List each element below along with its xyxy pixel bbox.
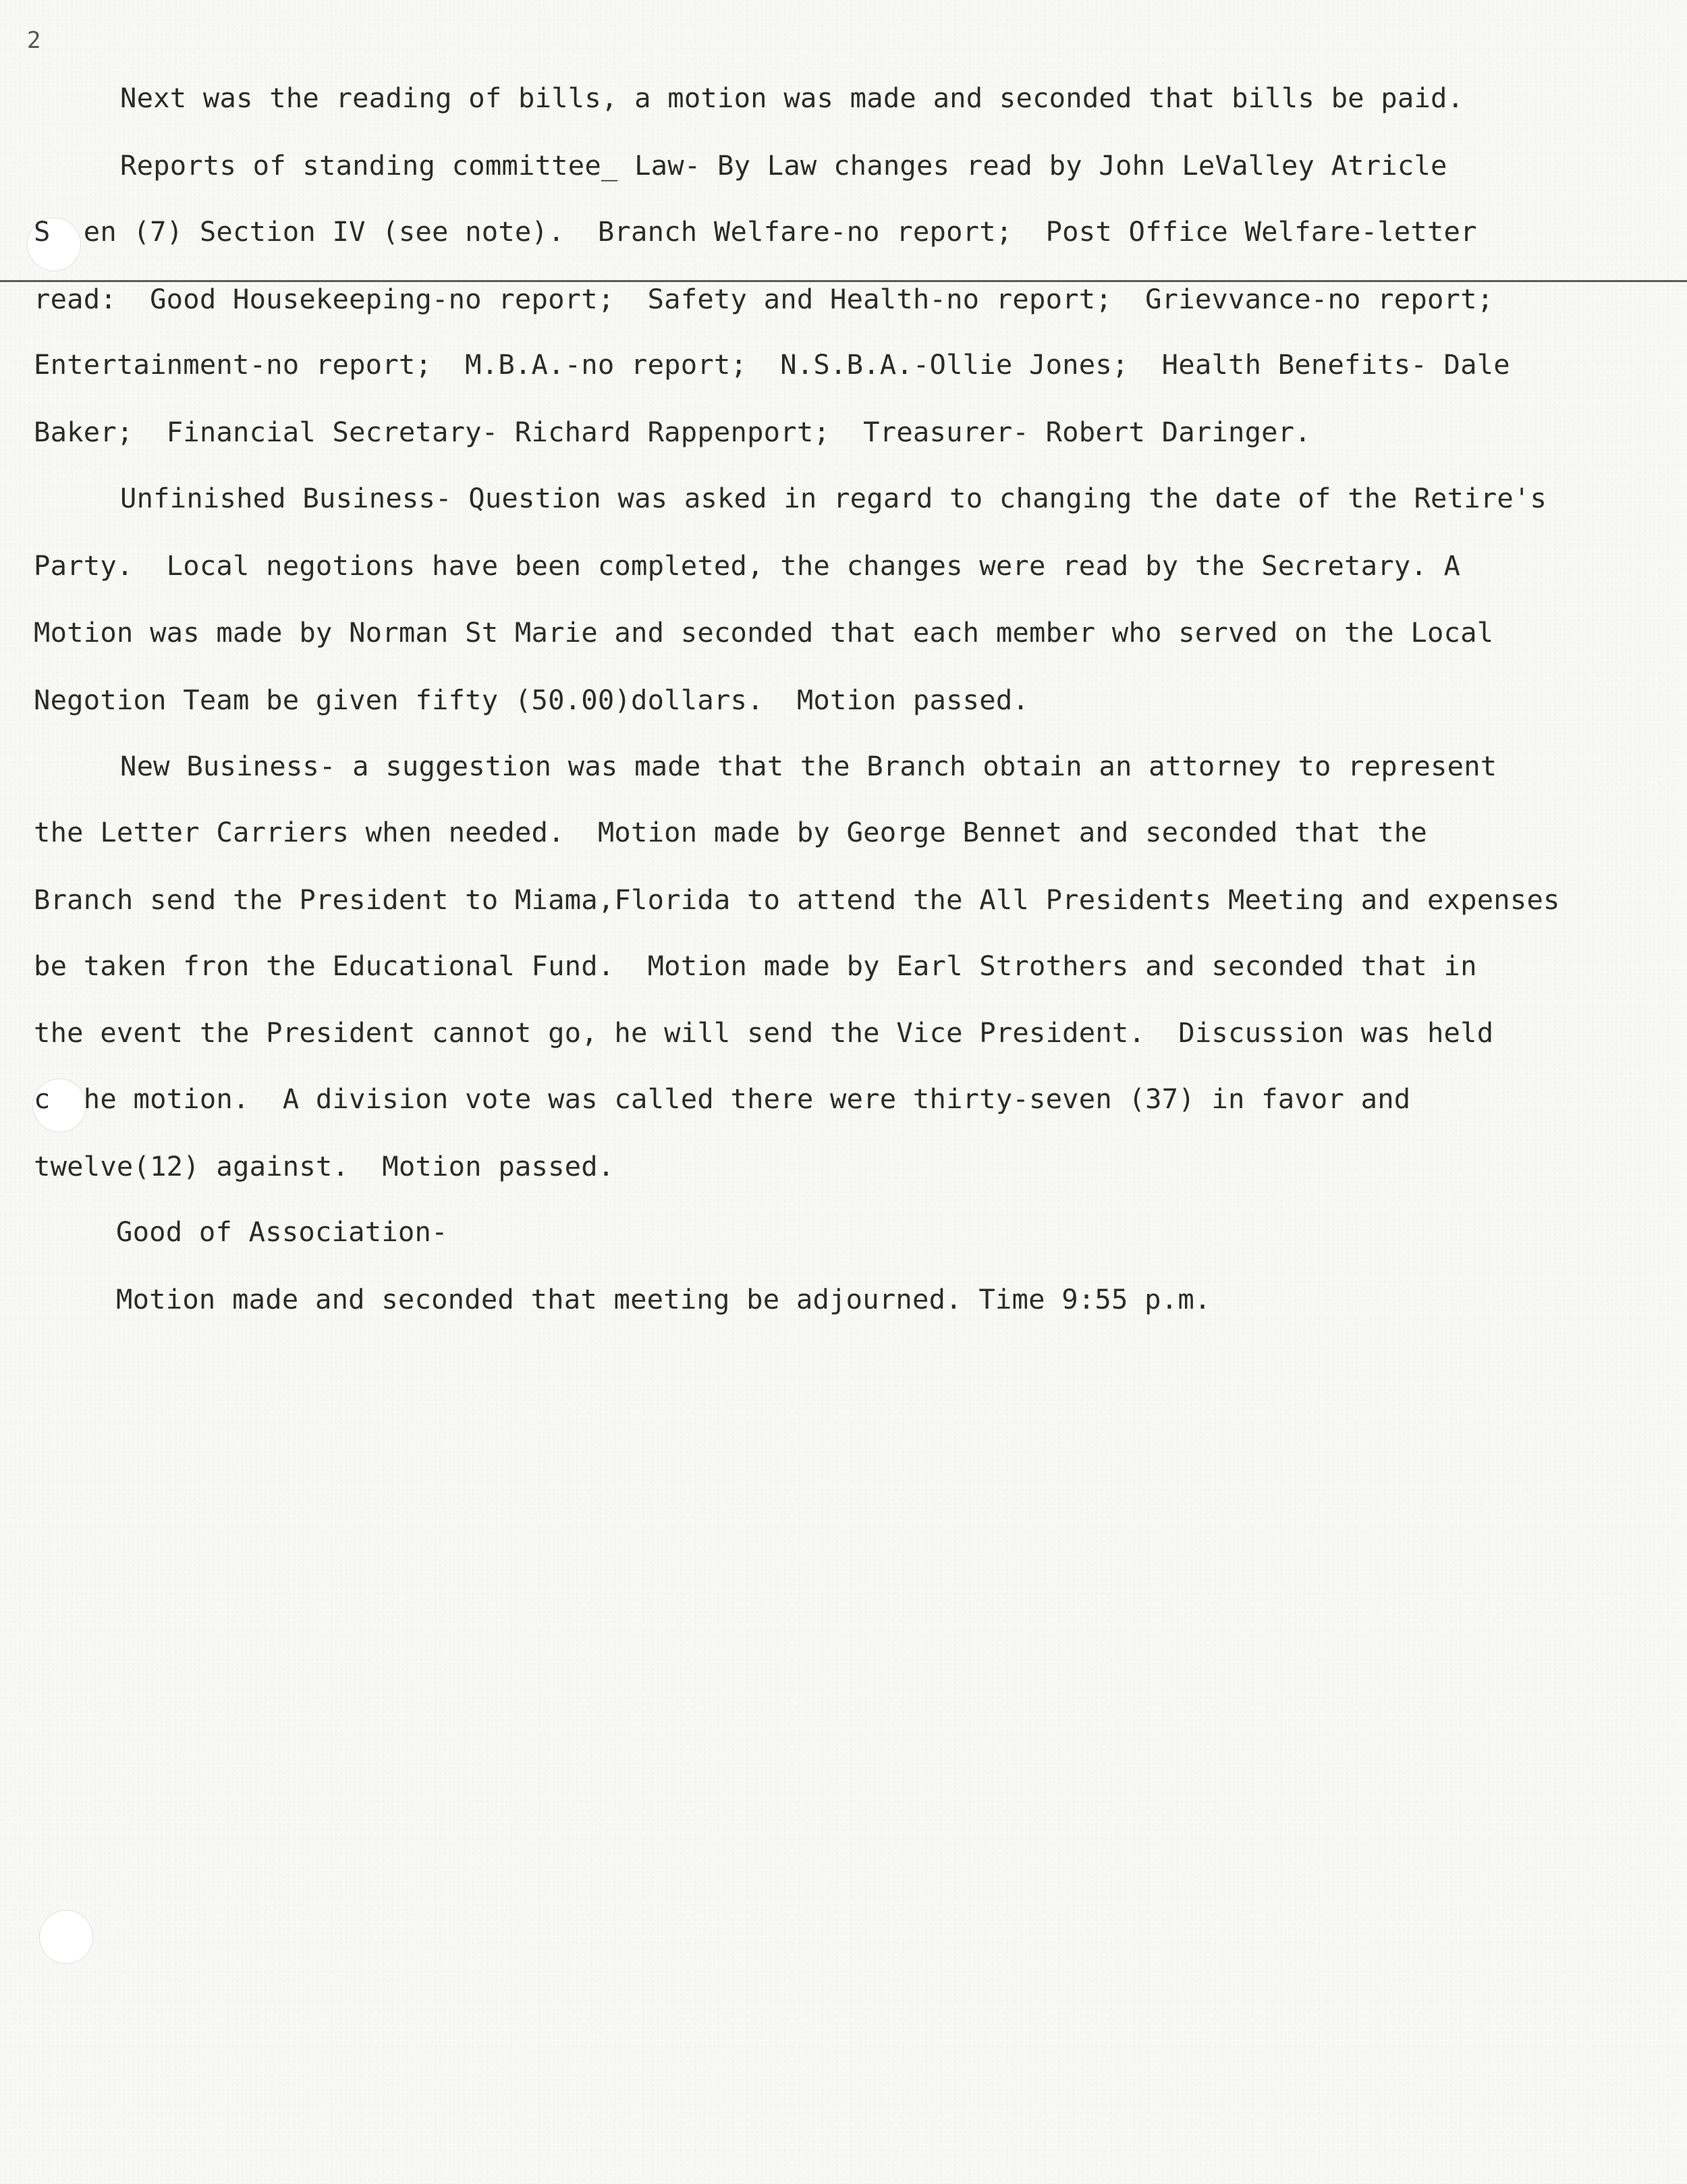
page-number: 2: [27, 27, 41, 54]
text-line: Entertainment-no report; M.B.A.-no report; N.S.B.A.-Ollie Jones; Health Benefits- Dale: [34, 348, 1510, 381]
text-line: Party. Local negotions have been completed, the changes were read by the Secretary. A: [34, 549, 1461, 582]
text-line: the event the President cannot go, he will send the Vice President. Discussion was held: [34, 1016, 1494, 1049]
text-line: Branch send the President to Miama,Florida to attend the All Presidents Meeting and expenses: [34, 883, 1560, 916]
punch-hole: [39, 1910, 93, 1964]
text-line: S en (7) Section IV (see note). Branch Welfare-no report; Post Office Welfare-letter: [34, 215, 1477, 248]
text-line: Reports of standing committee_ Law- By Law changes read by John LeValley Atricle: [120, 149, 1447, 182]
text-line: Motion made and seconded that meeting be adjourned. Time 9:55 p.m.: [116, 1283, 1211, 1315]
text-line: Next was the reading of bills, a motion was made and seconded that bills be paid.: [120, 82, 1464, 114]
text-line: the Letter Carriers when needed. Motion made by George Bennet and seconded that the: [34, 816, 1427, 848]
text-line: Baker; Financial Secretary- Richard Rappenport; Treasurer- Robert Daringer.: [34, 416, 1311, 448]
text-line: Good of Association-: [116, 1216, 448, 1248]
text-line: read: Good Housekeeping-no report; Safety and Health-no report; Grievvance-no report;: [34, 283, 1494, 315]
text-line: New Business- a suggestion was made that the Branch obtain an attorney to represent: [120, 750, 1497, 782]
text-line: Motion was made by Norman St Marie and seconded that each member who served on the Local: [34, 616, 1494, 649]
text-line: Unfinished Business- Question was asked in regard to changing the date of the Retire's: [120, 482, 1547, 514]
text-line: Negotion Team be given fifty (50.00)dollars. Motion passed.: [34, 684, 1029, 716]
text-line: be taken fron the Educational Fund. Motion made by Earl Strothers and seconded that in: [34, 950, 1477, 982]
text-line: twelve(12) against. Motion passed.: [34, 1150, 615, 1182]
text-line: c he motion. A division vote was called there were thirty-seven (37) in favor and: [34, 1083, 1411, 1115]
